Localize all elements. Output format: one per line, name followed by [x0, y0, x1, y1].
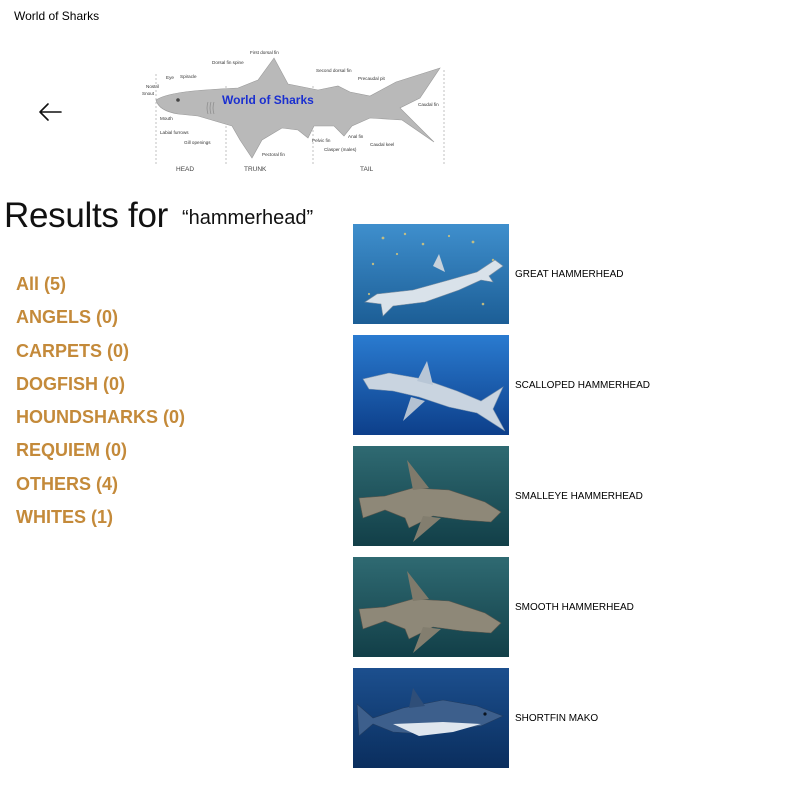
smooth-hammerhead-image	[353, 557, 509, 657]
label-caudal-fin: Caudal fin	[418, 102, 439, 107]
category-carpets[interactable]: CARPETS (0)	[16, 340, 130, 361]
category-others[interactable]: OTHERS (4)	[16, 473, 119, 494]
label-labial-furrows: Labial furrows	[160, 130, 189, 135]
banner-title: World of Sharks	[222, 93, 314, 107]
label-pelvic-fin: Pelvic fin	[312, 138, 331, 143]
arrow-left-icon	[37, 102, 63, 122]
result-item-great-hammerhead[interactable]	[353, 224, 650, 324]
shortfin-mako-image	[353, 668, 509, 768]
category-requiem[interactable]: REQUIEM (0)	[16, 440, 128, 461]
results-list	[353, 224, 650, 779]
label-second-dorsal: Second dorsal fin	[316, 68, 352, 73]
shark-eye	[176, 98, 180, 102]
back-button[interactable]	[30, 94, 70, 130]
label-precaudal-pit: Precaudal pit	[358, 76, 385, 81]
label-nostril: Nostril	[146, 84, 160, 89]
label-mouth: Mouth	[160, 116, 173, 121]
results-heading	[4, 196, 313, 236]
smalleye-hammerhead-image	[353, 446, 509, 546]
label-pectoral-fin: Pectoral fin	[262, 152, 285, 157]
label-eye: Eye	[166, 75, 174, 80]
category-list	[16, 272, 185, 538]
shark-anatomy-banner	[138, 46, 448, 174]
result-name: SMALLEYE HAMMERHEAD	[515, 490, 643, 502]
category-all[interactable]: All (5)	[16, 274, 67, 294]
label-head: HEAD	[176, 166, 195, 173]
category-houndsharks[interactable]: HOUNDSHARKS (0)	[16, 407, 186, 428]
label-trunk: TRUNK	[244, 166, 267, 173]
search-query: “hammerhead”	[181, 207, 314, 229]
result-item-smalleye-hammerhead[interactable]	[353, 446, 650, 546]
category-dogfish[interactable]: DOGFISH (0)	[16, 373, 126, 394]
result-name: SMOOTH HAMMERHEAD	[515, 601, 634, 613]
label-first-dorsal: First dorsal fin	[250, 50, 279, 55]
label-spiracle: Spiracle	[180, 74, 197, 79]
category-angels[interactable]: ANGELS (0)	[16, 307, 119, 328]
scalloped-hammerhead-image	[353, 335, 509, 435]
label-claspers: Clasper (males)	[324, 147, 357, 152]
result-item-scalloped-hammerhead[interactable]	[353, 335, 650, 435]
results-label: Results for	[4, 196, 168, 235]
result-name: GREAT HAMMERHEAD	[515, 268, 624, 280]
label-caudal-keel: Caudal keel	[370, 142, 395, 147]
label-tail: TAIL	[360, 166, 374, 173]
result-item-smooth-hammerhead[interactable]	[353, 557, 650, 657]
label-dorsal-spine: Dorsal fin spine	[212, 60, 244, 65]
result-item-shortfin-mako[interactable]	[353, 668, 650, 768]
window-title: World of Sharks	[14, 9, 100, 23]
category-whites[interactable]: WHITES (1)	[16, 507, 113, 528]
great-hammerhead-image	[353, 224, 509, 324]
label-gill-openings: Gill openings	[184, 140, 211, 145]
label-anal-fin: Anal fin	[348, 134, 364, 139]
result-name: SHORTFIN MAKO	[515, 712, 599, 724]
label-snout: Snout	[142, 91, 155, 96]
result-name: SCALLOPED HAMMERHEAD	[515, 379, 651, 391]
